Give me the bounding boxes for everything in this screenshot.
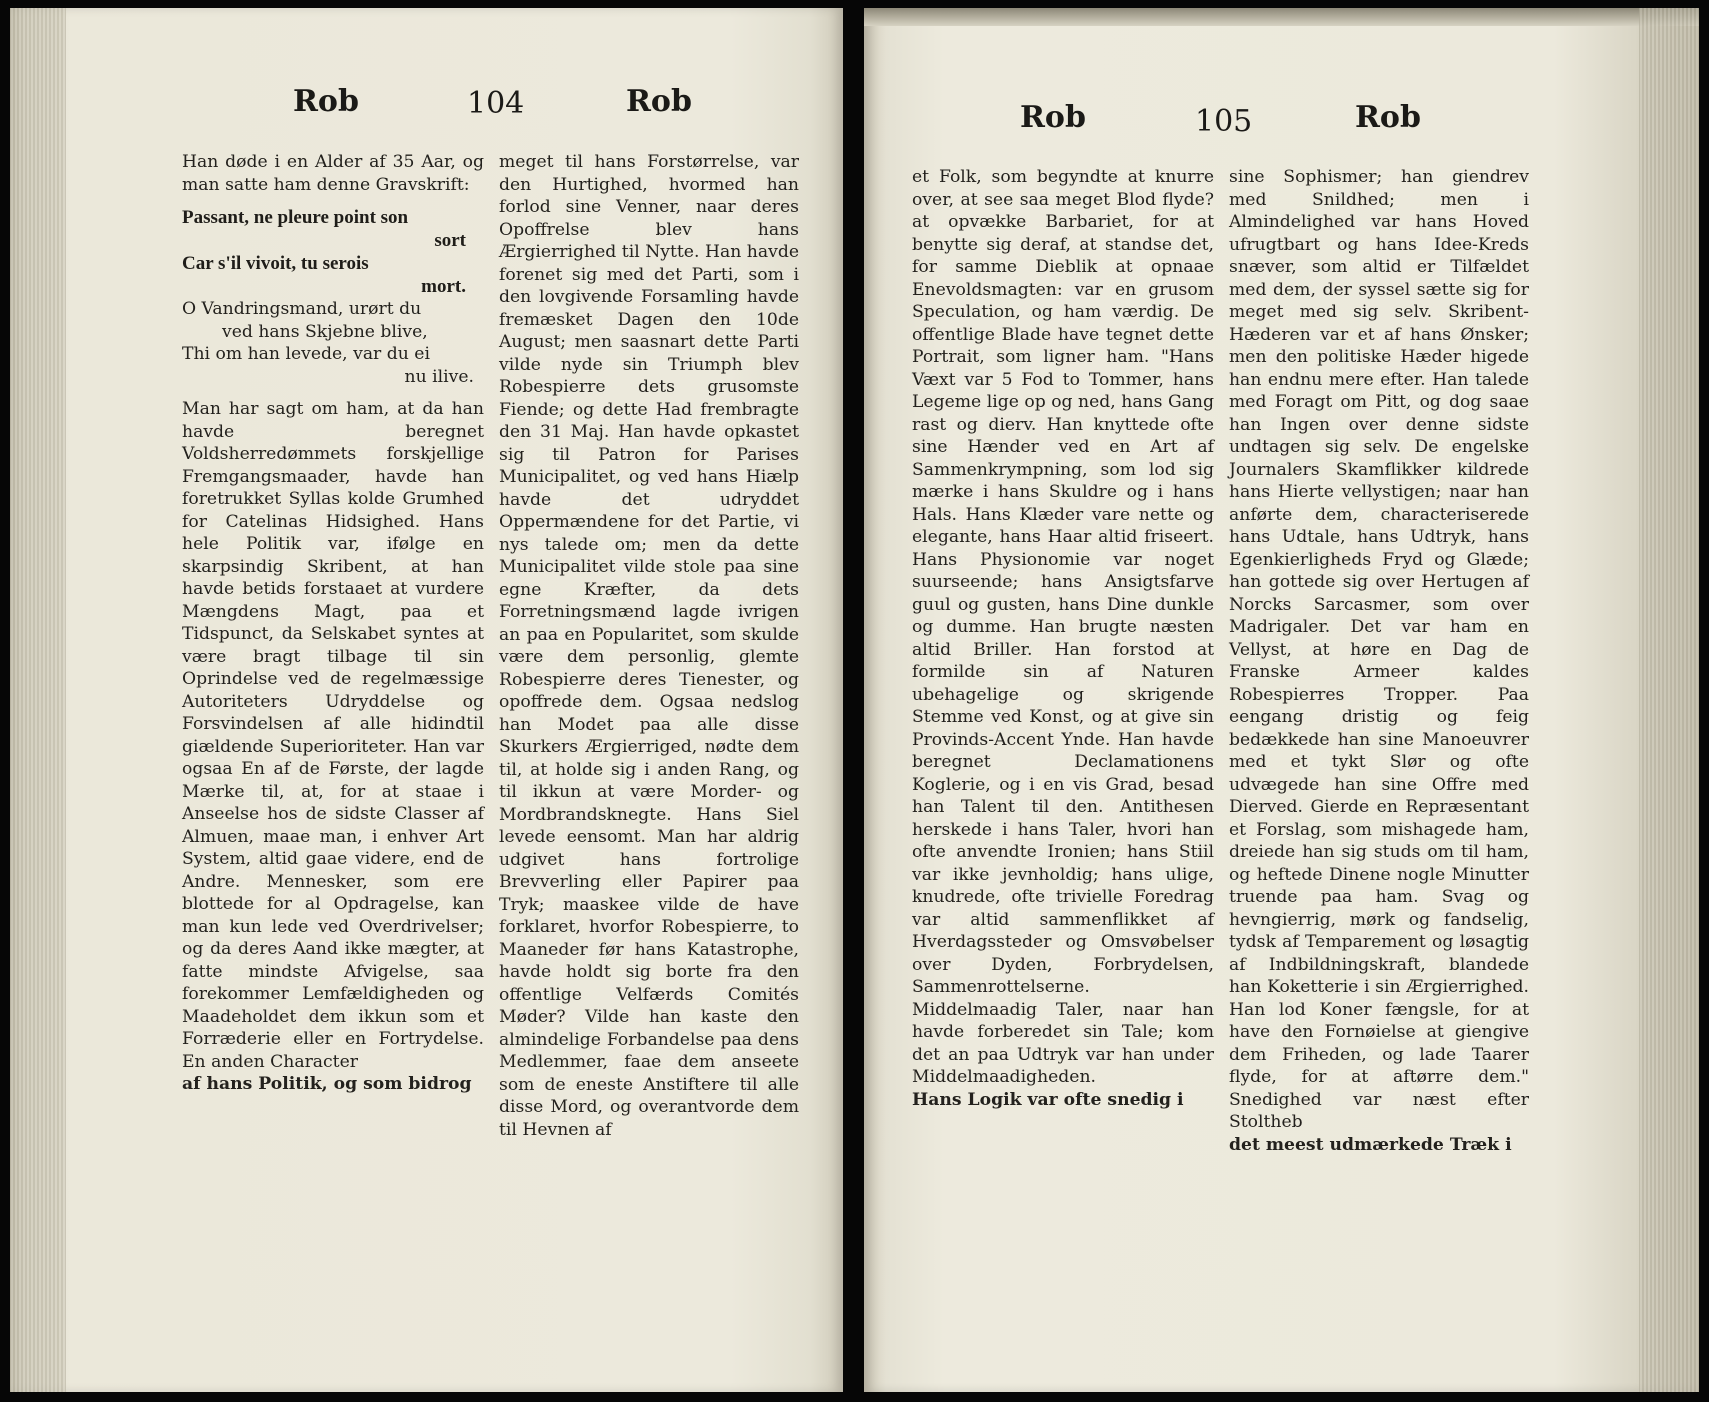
left-running-head-left: Rob <box>293 84 359 119</box>
left-running-head-right: Rob <box>626 84 692 119</box>
left-col1-body: Man har sagt om ham, at da han havde beregnet Voldsherredømmets forskjellige Fremgangsmaader, havde han foretrukket Syllas kolde Grumhed for Catelinas Hidsighed. Hans hele Politik var, ifølge en skarpsindig Skribent, at han havde betids forstaaet at vurdere Mængdens Magt, paa et Tidspunct, da Selskabet syntes at være bragt tilbage til sin Oprindelse ved de regelmæssige Autoriteters Udryddelse og Forsvindelsen af alle hidindtil giældende Superioriteter. Han var ogsaa En af de Første, der lagde Mærke til, at, for at staae i Anseelse hos de sidste Classer af Almuen, maae man, i enhver Art System, altid gaae videre, end de Andre. Mennesker, som ere blottede for al Opdragelse, kan man kun lede ved Overdrivelser; og da deres Aand ikke mægter, at fatte mindste Afvigelse, saa forekommer Lemfældigheden og Maadeholdet dem ikkun som et Forræderie eller en Fortrydelse. En anden Character <box>182 399 484 1072</box>
right-page <box>864 8 1699 1392</box>
left-page-number: 104 <box>467 86 525 121</box>
epitaph-danish <box>182 298 484 388</box>
epitaph-french-line-2b: mort. <box>421 276 466 297</box>
epitaph-french-line-2: Car s'il vivoit, tu serois <box>182 253 369 274</box>
epitaph-french-line-1b: sort <box>434 230 466 251</box>
epitaph-danish-line-2b: nu ilive. <box>404 366 474 387</box>
page-edges-left <box>10 8 66 1392</box>
epitaph-danish-line-1b: ved hans Skjebne blive, <box>222 321 428 342</box>
epitaph-danish-line-2: Thi om han levede, var du ei <box>182 344 430 364</box>
left-col1-last-line: af hans Politik, og som bidrog <box>182 1074 472 1094</box>
left-page <box>10 8 843 1392</box>
right-running-head-left: Rob <box>1020 100 1086 135</box>
right-col1-last-line: Hans Logik var ofte snedig i <box>912 1089 1184 1110</box>
page-edges-right <box>1639 8 1699 1392</box>
epitaph-danish-line-1: O Vandringsmand, urørt du <box>182 299 422 319</box>
right-column-1 <box>912 166 1214 1111</box>
epitaph-french <box>182 206 484 298</box>
right-page-number: 105 <box>1195 104 1253 139</box>
right-running-head-right: Rob <box>1355 100 1421 135</box>
right-column-2 <box>1229 166 1529 1156</box>
right-col1-body: et Folk, som begyndte at knurre over, at see saa meget Blod flyde? at opvække Barbariet, for at benytte sig deraf, at standse det, for samme Dieblik at opnaae Enevoldsmagten: var en grusom Speculation, og ham værdig. De offentlige Blade have tegnet dette Portrait, som ligner ham. "Hans Væxt var 5 Fod to Tommer, hans Legeme lige op og ned, hans Gang rast og dierv. Han knyttede ofte sine Hænder ved en Art af Sammenkrympning, som lod sig mærke i hans Skuldre og i hans Hals. Hans Klæder vare nette og elegante, hans Haar altid friseert. Hans Physionomie var noget suurseende; hans Ansigtsfarve guul og gusten, hans Dine dunkle og dumme. Han brugte næsten altid Briller. Han forstod at formilde sin af Naturen ubehagelige og skrigende Stemme ved Konst, og at give sin Provinds-Accent Ynde. Han havde beregnet Declamationens Koglerie, og i en vis Grad, besad han Talent til den. Antithesen herskede i hans Taler, hvori han ofte anvendte Ironien; hans Stiil var ikke jevnholdig; hans ulige, knudrede, ofte trivielle Foredrag var altid sammenflikket af Hverdagssteder og Omsvøbelser over Dyden, Forbrydelsen, Sammenrottelserne. Middelmaadig Taler, naar han havde forberedet sin Tale; kom det an paa Udtryk var han under Middelmaadigheden. <box>912 167 1214 1087</box>
right-col2-body: sine Sophismer; han giendrev med Snildhed; men i Almindelighed var hans Hoved ufrugtbart og hans Idee-Kreds snæver, som altid er Tilfældet med dem, der syssel sætte sig for meget med sig selv. Skribent-Hæderen var et af hans Ønsker; men den politiske Hæder higede han endnu mere efter. Han talede med Foragt om Pitt, og dog saae han Ingen over denne sidste undtagen sig selv. De engelske Journalers Skamflikker kildrede hans Hierte vellystigen; naar han anførte dem, characteriserede hans Udtale, hans Udtryk, hans Egenkierligheds Fryd og Glæde; han gottede sig over Hertugen af Norcks Sarcasmer, som over Madrigaler. Det var ham en Vellyst, at høre en Dag de Franske Armeer kaldes Robespierres Tropper. Paa eengang dristig og feig bedækkede han sine Manoeuvrer med et tykt Slør og ofte udvægede han sine Offre med Dierved. Gierde en Repræsentant et Forslag, som mishagede ham, dreiede han sig studs om til ham, og heftede Dinene nogle Minutter truende paa ham. Svag og hevngierrig, mørk og fandselig, tydsk af Temparement og løsagtig af Indbildningskraft, blandede han Koketterie i sin Ærgierrighed. Han lod Koner fængsle, for at have den Fornøielse at giengive dem Friheden, og lade Taarer flyde, for at aftørre dem." Snedighed var næst efter Stoltheb <box>1229 167 1529 1132</box>
right-col2-last-line: det meest udmærkede Træk i <box>1229 1134 1512 1155</box>
epitaph-intro: Han døde i en Alder af 35 Aar, og man satte ham denne Gravskrift: <box>182 152 484 195</box>
left-col2-body: meget til hans Forstørrelse, var den Hurtighed, hvormed han forlod sine Venner, naar deres Opoffrelse blev hans Ærgierrighed til Nytte. Han havde forenet sig med det Parti, som i den lovgivende Forsamling havde fremæsket Dagen den 10de August; men saasnart dette Parti vilde nyde sin Triumph blev Robespierre dets grusomste Fiende; og dette Had frembragte den 31 Maj. Han havde opkastet sig til Patron for Parises Municipalitet, og ved hans Hiælp havde det udryddet Oppermændene for det Partie, vi nys talede om; men da dette Municipalitet vilde stole paa sine egne Kræfter, da dets Forretningsmænd lagde ivrigen an paa en Popularitet, som skulde være dem personlig, glemte Robespierre deres Tienester, og opoffrede dem. Ogsaa nedslog han Modet paa alle disse Skurkers Ærgierriged, nødte dem til, at holde sig i anden Rang, og til ikkun at være Morder- og Mordbrandsknegte. Hans Siel levede eensomt. Man har aldrig udgivet hans fortrolige Brevverling eller Papirer paa Tryk; maaskee vilde de have forklaret, hvorfor Robespierre, to Maaneder før hans Katastrophe, havde holdt sig borte fra den offentlige Velfærds Comités Møder? Vilde han kaste den almindelige Forbandelse paa dens Medlemmer, faae dem anseete som de eneste Anstiftere til alle disse Mord, og overantvorde dem til Hevnen af <box>499 152 799 1140</box>
epitaph-french-line-1: Passant, ne pleure point son <box>182 207 409 228</box>
left-column-2 <box>499 151 799 1141</box>
page-edges-top <box>864 8 1699 26</box>
left-column-1 <box>182 151 484 1096</box>
